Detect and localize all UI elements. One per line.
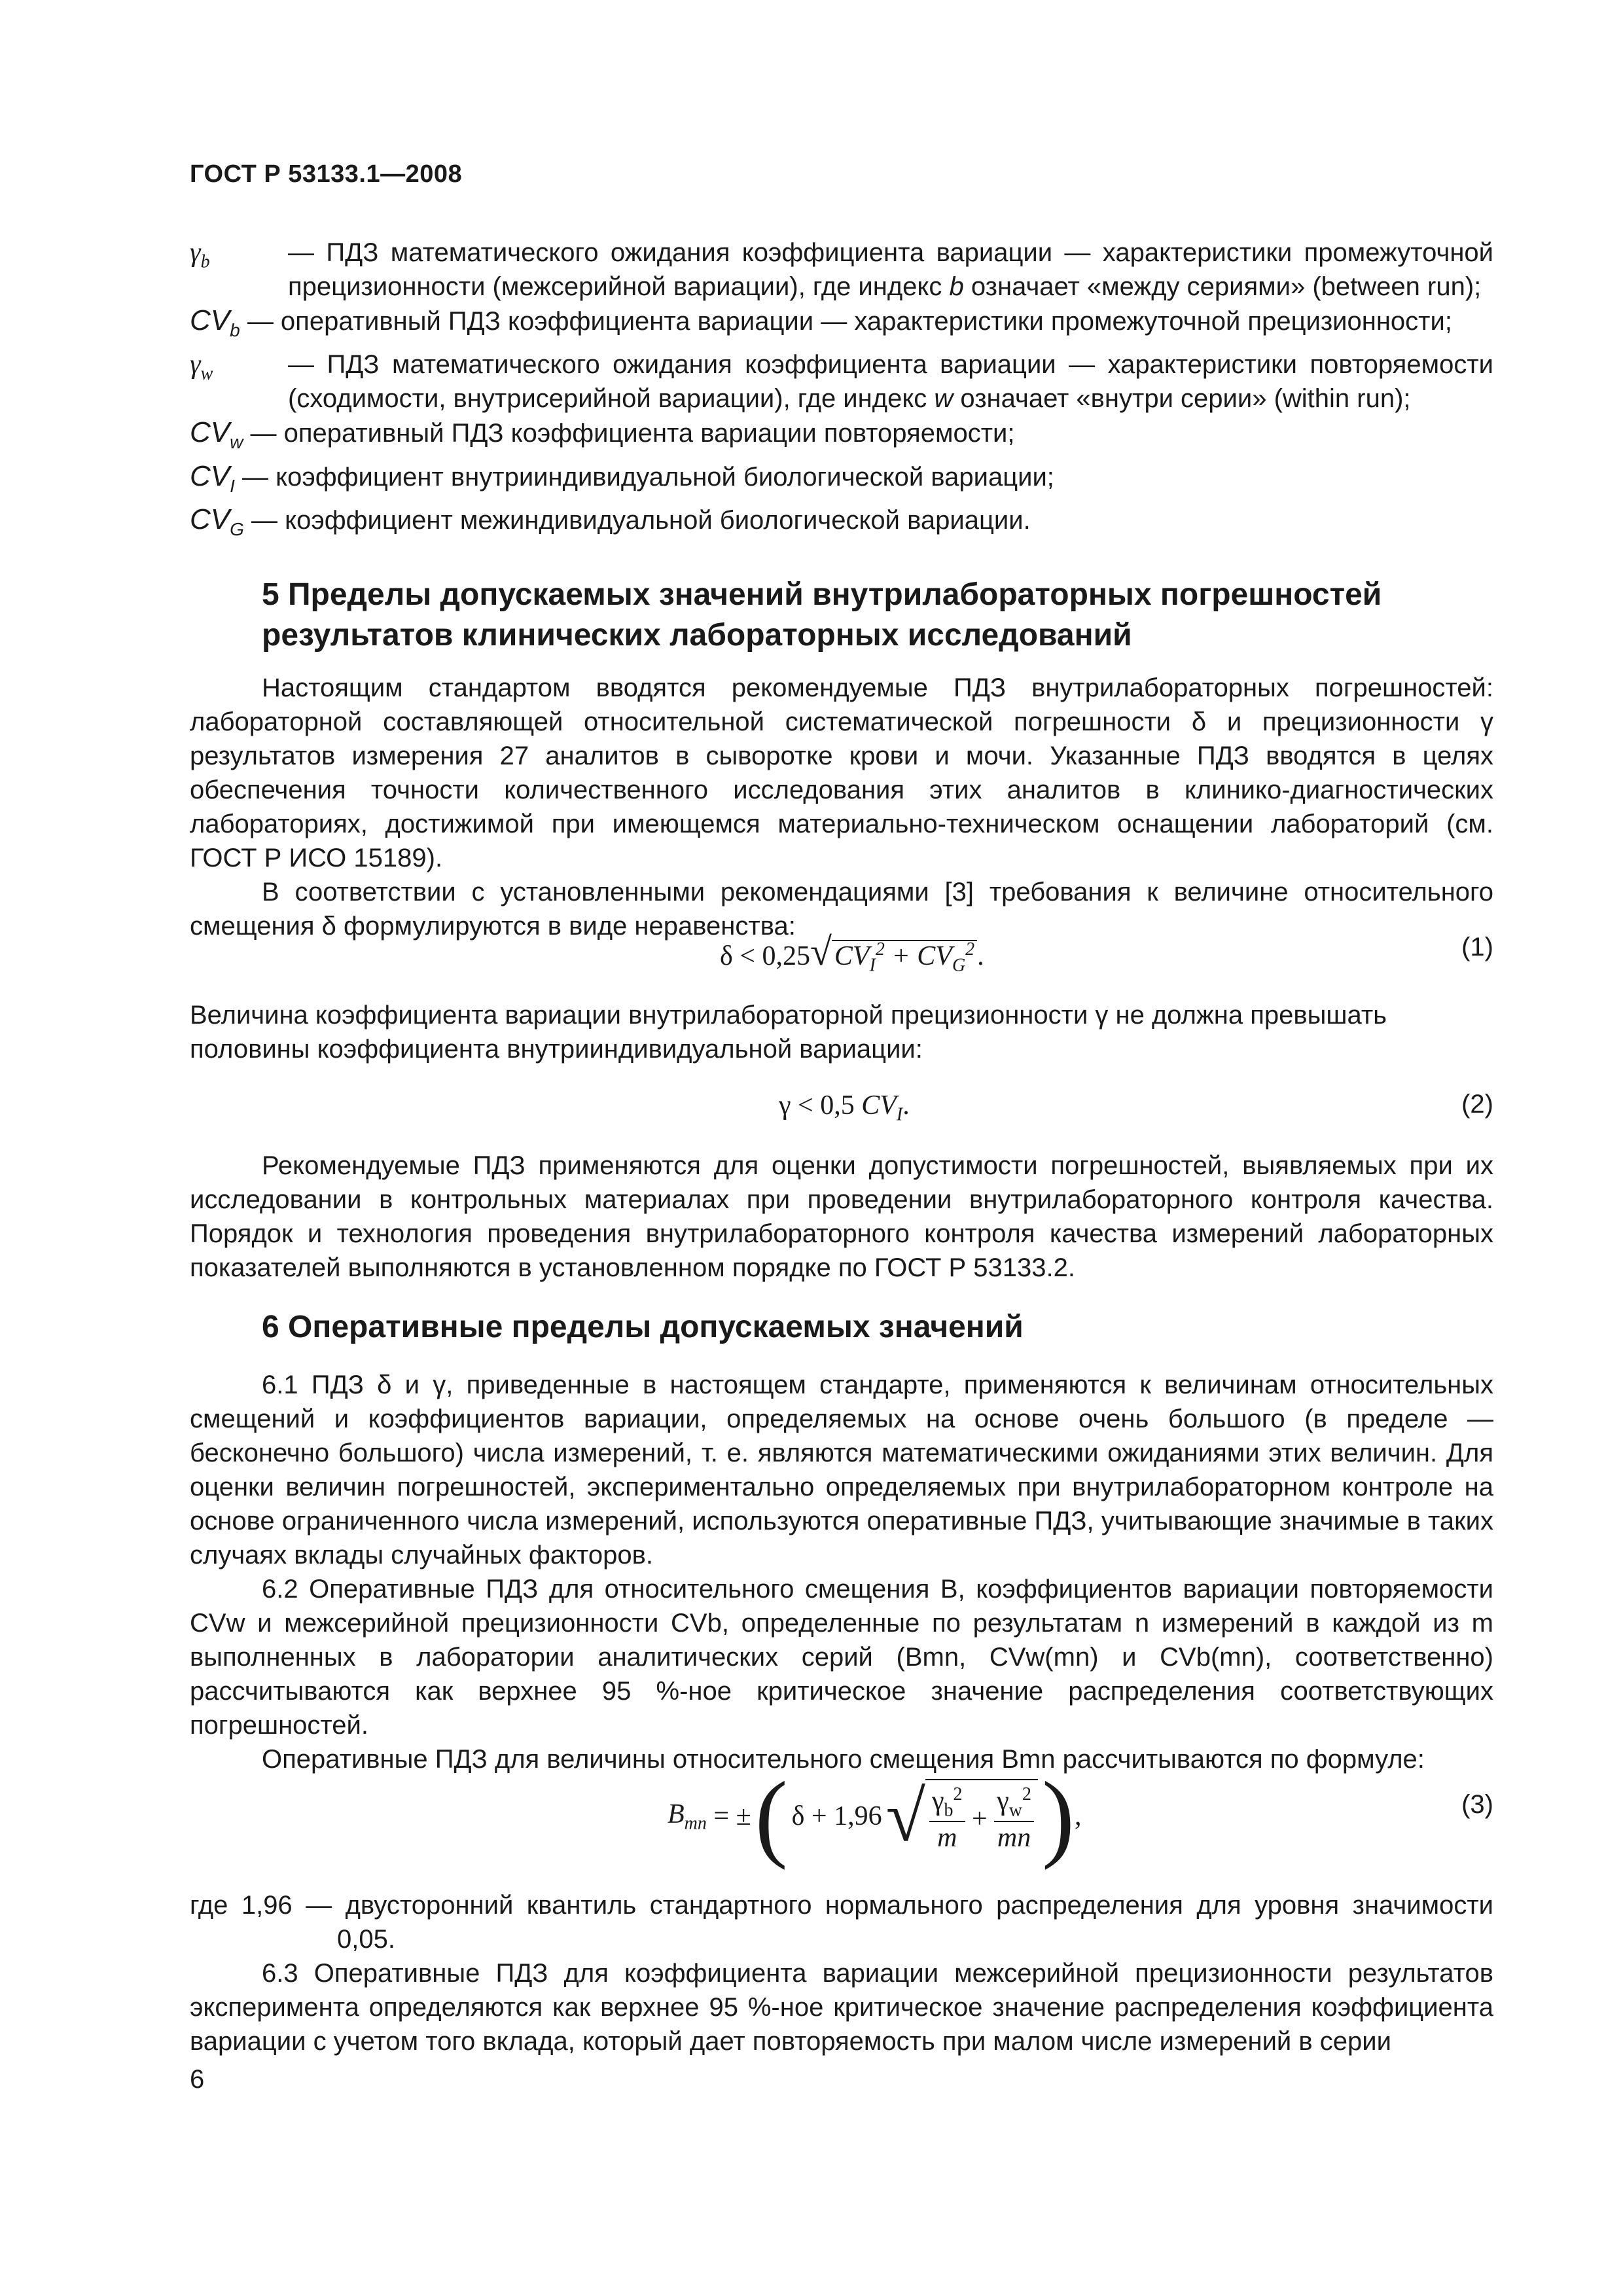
section-6-paragraph-4: 6.3 Оперативные ПДЗ для коэффициента вариации межсерийной прецизионности результатов эксперимента определяются как верхнее 95 %-ное критическое значение распределения коэффициента вариации с учетом того вклада, который дает повторяемость при малом числе измерений в серии <box>190 1959 1493 2056</box>
section-6-heading: 6 Оперативные пределы допускаемых значений <box>262 1310 1024 1344</box>
equation-2: γ < 0,5 $CV_I$. <box>779 1090 910 1125</box>
symbol-gamma-w: $\gamma_w$ <box>190 349 213 384</box>
section-5-paragraph-2: В соответствии с установленными рекомендациями [3] требования к величине относительного смещения δ формулируются в виде неравенства: <box>190 878 1493 941</box>
symbol-gamma-b: $\gamma_b$ <box>190 238 210 272</box>
definition-text: $CV_w$ — оперативный ПДЗ коэффициента вариации повторяемости; <box>190 416 1015 452</box>
definition-cv-g <box>190 503 1493 547</box>
section-6-paragraph-3: Оперативные ПДЗ для величины относительного смещения Bmn рассчитываются по формуле: <box>262 1745 1425 1774</box>
section-6-paragraph-2: 6.2 Оперативные ПДЗ для относительного смещения B, коэффициентов вариации повторяемости CVw и межсерийной прецизионности CVb, определенные по результатам n измерений в каждой из m выполненных в лаборатории аналитических серий (Bmn, CVw(mn) и CVb(mn), соответственно) рассчитываются как верхнее 95 %-ное критическое значение распределения соответствующих погрешностей. <box>190 1575 1493 1740</box>
definitions-list <box>190 236 1493 547</box>
definition-cv-w <box>190 416 1493 459</box>
definition-text: $CV_G$ — коэффициент межиндивидуальной биологической вариации. <box>190 503 1031 540</box>
definition-gamma-b <box>190 236 1493 304</box>
section-5-paragraph-1: Настоящим стандартом вводятся рекомендуемые ПДЗ внутрилабораторных погрешностей: лабораторной составляющей относительной систематической погрешности δ и прецизионности γ результатов измерения 27 аналитов в сыворотке крови и мочи. Указанные ПДЗ вводятся в целях обеспечения точности количественного исследования этих аналитов в клинико-диагностических лабораториях, достижимой при имеющемся материально-техническом оснащении лабораторий (см. ГОСТ Р ИСО 15189). В соответствии с установленными рекомендациями [3] требования к величине относительного смещения δ формулируются в виде неравенства: <box>190 671 1493 943</box>
definition-gamma-w <box>190 348 1493 416</box>
definition-text: $CV_b$ — оперативный ПДЗ коэффициента вариации — характеристики промежуточной прецизионности; <box>190 304 1452 340</box>
section-5-paragraph-3: Величина коэффициента вариации внутрилабораторной прецизионности γ не должна превышать половины коэффициента внутрииндивидуальной вариации: <box>190 1001 1387 1064</box>
section-6-paragraph-1: 6.1 ПДЗ δ и γ, приведенные в настоящем стандарте, применяются к величинам относительных смещений и коэффициентов вариации, определяемых на основе очень большого (в пределе — бесконечно большого) числа измерений, т. е. являются математическими ожиданиями этих величин. Для оценки величин погрешностей, экспериментально определяемых при внутрилабораторном контроле на основе ограниченного числа измерений, используются оперативные ПДЗ, учитывающие значимые в таких случаях вклады случайных факторов. 6.2 Оперативные ПДЗ для относительного смещения B, коэффициентов вариации повторяемости CVw и межсерийной прецизионности CVb, определенные по результатам n измерений в каждой из m выполненных в лаборатории аналитических серий (Bmn, CVw(mn) и CVb(mn), соответственно) рассчитываются как верхнее 95 %-ное критическое значение распределения соответствующих погрешностей. Оперативные ПДЗ для величины относительного смещения Bmn рассчитываются по формуле: <box>190 1368 1493 1776</box>
definition-text: — ПДЗ математического ожидания коэффициента вариации — характеристики повторяемости (сходимости, внутрисерийной вариации), где индекс w означает «внутри серии» (within run); <box>288 350 1493 413</box>
page-number: 6 <box>190 2065 205 2094</box>
definition-text: — ПДЗ математического ожидания коэффициента вариации — характеристики промежуточной прецизионности (межсерийной вариации), где индекс b означает «между сериями» (between run); <box>288 238 1493 301</box>
equation-3-number: (3) <box>1461 1790 1493 1819</box>
equation-2-number: (2) <box>1461 1090 1493 1119</box>
section-5-heading: 5 Пределы допускаемых значений внутрилабораторных погрешностей результатов клинических лабораторных исследований <box>262 577 1382 653</box>
document-header: ГОСТ Р 53133.1—2008 <box>190 160 463 188</box>
equation-1: $\delta < 0,25√CV_I^2 + CV_G^2$. <box>720 930 984 976</box>
definition-text: $CV_I$ — коэффициент внутрииндивидуальной биологической вариации; <box>190 459 1054 496</box>
equation-3: $B_{mn}$ = ± ( δ + 1,96 √ $\gamma_b^2$ m + $\gamma_w^2$ mn ) , <box>668 1762 1082 1871</box>
section-5-paragraph-4: Рекомендуемые ПДЗ применяются для оценки допустимости погрешностей, выявляемых при их исследовании в контрольных материалах при проведении внутрилабораторного контроля качества. Порядок и технология проведения внутрилабораторного контроля качества измерений лабораторных показателей выполняются в установленном порядке по ГОСТ Р 53133.2. <box>190 1151 1493 1282</box>
equation-1-number: (1) <box>1461 933 1493 961</box>
definition-cv-b <box>190 304 1493 348</box>
definition-cv-i <box>190 459 1493 503</box>
section-6-where-clause: где 1,96 — двусторонний квантиль стандартного нормального распределения для уровня значимости 0,05. 6.3 Оперативные ПДЗ для коэффициента вариации межсерийной прецизионности результатов эксперимента определяются как верхнее 95 %-ное критическое значение распределения коэффициента вариации с учетом того вклада, который дает повторяемость при малом числе измерений в серии <box>190 1888 1493 2058</box>
